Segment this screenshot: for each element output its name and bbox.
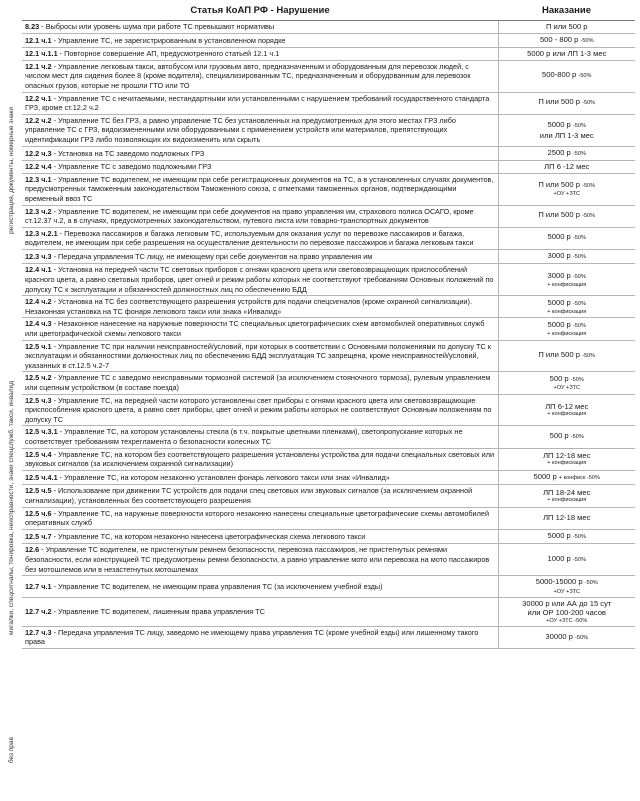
- penalty-cell: [498, 205, 635, 227]
- penalty-main: П или 500 р: [545, 22, 588, 31]
- penalty-discount-note: -50%: [580, 37, 594, 44]
- article-number: 12.5 ч.4.1: [25, 472, 58, 482]
- penalty-main: 2500 р: [547, 147, 571, 157]
- penalty-main: ЛП 6-12 мес: [545, 401, 589, 411]
- penalty-main: П или 500 р: [538, 97, 580, 107]
- violation-text: - Управление легковым такси, автобусом или грузовым авто, предназначенным и оборудованным для перевозок людей, с числом мест для сидения более 8 (кроме водителя), специализированным ТС, предназначенным и оборудованным для перевозок опасных грузов, которые не прошли ГТО или ТО: [25, 61, 471, 90]
- table-row: [22, 544, 635, 576]
- table-row: [22, 92, 635, 114]
- violation-text: - Управление ТС водителем, лишенным права управления ТС: [51, 606, 265, 616]
- violation-text: - Управление ТС, на котором установлены стекла (в т.ч. покрытые цветными пленками), светопропускание которых не соответствует требованиям техрегламента о безопасности колесных ТС: [25, 427, 463, 446]
- penalty-cell: [498, 485, 635, 507]
- penalty-extra-measure: +ОУ +ЗТС: [553, 385, 581, 392]
- violation-text: - Управление ТС при наличии неисправностей/условий, при которых в соответствии с Основными положениями по допуску ТС к эксплуатации и обязанностями должностных лиц по обеспечению БДД эксплуатация ТС запрещена, кроме неисправностей/условий, указанных в ст.12.5 ч.2-7: [25, 341, 492, 370]
- violation-text: - Управление ТС с заведомо неисправными тормозной системой (за исключением стояночного тормоза), рулевым управлением или сцепным устройством (в составе поезда): [25, 373, 491, 392]
- penalty-main: 500 р: [549, 373, 569, 383]
- penalty-discount-note: -50%: [572, 273, 586, 280]
- table-header-row: [22, 2, 635, 21]
- violation-text: - Управление ТС, на передней части которого установлены свет приборы с огнями красного цвета или световозвращающие приспособления красного цвета, а равно свет приборы, цвет огней и режим работы которых не соответствуют Основным положениям по допуску ТС: [25, 395, 492, 424]
- penalty-extra-measure: + конфискация: [547, 309, 587, 316]
- table-row: [22, 626, 635, 648]
- article-number: 12.4 ч.1: [25, 265, 52, 275]
- penalty-main: 5000 р: [547, 530, 571, 540]
- table-row: [22, 448, 635, 470]
- table-row: [22, 173, 635, 205]
- table-row: [22, 529, 635, 544]
- penalty-main: ЛП 12-18 мес: [543, 450, 591, 460]
- violation-text: - Управление ТС, на котором без соответствующего разрешения установлены устройства для подачи специальных световых или звуковых сигналов (за исключением охранной сигнализации): [25, 449, 495, 469]
- violation-text: - Установка на ТС заведомо подложных ГРЗ: [51, 148, 205, 158]
- violation-cell: [22, 249, 498, 264]
- violation-text: - Управление ТС с нечитаемыми, нестандартными или установленными с нарушением требований государственного стандарта ГРЗ, кроме ст.12.2 ч.2: [25, 93, 490, 113]
- penalty-discount-note: -50%: [572, 235, 586, 242]
- article-number: 12.5 ч.5: [25, 486, 52, 496]
- penalty-main: 3000 р: [547, 270, 571, 280]
- table-row: [22, 264, 635, 296]
- article-number: 12.6: [25, 545, 40, 555]
- table-row: [22, 485, 635, 507]
- penalty-main: 5000 р: [547, 319, 571, 329]
- article-number: 12.7 ч.3: [25, 627, 52, 637]
- violation-cell: [22, 114, 498, 146]
- penalty-cell: [498, 394, 635, 426]
- penalty-extra-measure: +ОУ +ЗТС: [553, 191, 581, 198]
- violation-text: - Управление ТС без ГРЗ, а равно управление ТС без установленных на предусмотренных для этого местах ГРЗ либо управление ТС с ГРЗ, видоизмененными или оборудованными с применением устройств или материалов, препятствующих идентификации ГРЗ либо позволяющих их видоизменить или скрыть: [25, 115, 456, 144]
- table-row: [22, 394, 635, 426]
- violation-cell: [22, 340, 498, 372]
- penalty-main: ЛП 18-24 мес: [543, 487, 591, 497]
- penalty-discount-note: -50%: [584, 580, 598, 587]
- article-number: 12.5 ч.3: [25, 395, 52, 405]
- penalty-main: 5000 р: [547, 119, 571, 129]
- article-number: 12.4 ч.3: [25, 319, 52, 329]
- penalty-cell: [498, 597, 635, 626]
- penalty-discount-note: -50%: [572, 322, 586, 329]
- penalty-cell: [498, 92, 635, 114]
- penalty-alternative: или ЛП 1-3 мес: [539, 131, 594, 141]
- penalty-cell: [498, 296, 635, 318]
- penalty-cell: [498, 626, 635, 648]
- header-penalty: Наказание: [498, 2, 635, 21]
- violation-cell: [22, 161, 498, 174]
- penalty-main: 5000 р: [533, 471, 557, 481]
- penalty-cell: [498, 33, 635, 48]
- article-number: 12.2 ч.1: [25, 93, 52, 103]
- table-row: [22, 114, 635, 146]
- violation-cell: [22, 626, 498, 648]
- violation-cell: [22, 529, 498, 544]
- violation-cell: [22, 576, 498, 598]
- penalty-extra-measure: + конфискация: [547, 282, 587, 289]
- violation-text: - Передача управления ТС лицу, не имеющему при себе документов на право управления им: [51, 251, 373, 261]
- article-number: 12.2 ч.4: [25, 162, 52, 172]
- violation-text: - Установка на ТС без соответствующего разрешения устройств для подачи спецсигналов (кроме охранной сигнализации). Незаконная установка на ТС фонаря легкового такси или знака «Инвалид»: [25, 297, 472, 316]
- penalty-discount-note: -50%: [582, 213, 596, 220]
- table-row: [22, 576, 635, 598]
- violation-cell: [22, 507, 498, 529]
- table-row: [22, 33, 635, 48]
- violation-cell: [22, 21, 498, 34]
- violation-cell: [22, 296, 498, 318]
- table-row: [22, 21, 635, 34]
- penalty-main: 500-800 р: [542, 70, 577, 80]
- table-row: [22, 249, 635, 264]
- penalty-main: 5000-15000 р: [535, 577, 583, 587]
- side-label-no-license: без прав: [7, 736, 15, 764]
- violation-cell: [22, 146, 498, 161]
- article-number: 12.4 ч.2: [25, 297, 52, 307]
- penalty-discount-note: -50%: [575, 634, 589, 641]
- penalty-cell: [498, 507, 635, 529]
- penalty-main: 5000 р: [547, 297, 571, 307]
- article-number: 12.5 ч.1: [25, 341, 52, 351]
- penalty-cell: [498, 114, 635, 146]
- table-row: [22, 48, 635, 61]
- violation-text: - Управление ТС с заведомо подложными ГРЗ: [51, 162, 212, 172]
- penalty-cell: [498, 249, 635, 264]
- violation-text: - Перевозка пассажиров и багажа легковым ТС, используемым для оказания услуг по перевозке пассажиров и багажа, водителем, не имеющим при себе разрешения на осуществление деятельности по перевозке пассажиров и багажа легковым такси: [25, 228, 474, 248]
- violation-cell: [22, 597, 498, 626]
- penalty-cell: [498, 48, 635, 61]
- side-label-registration: регистрация, документы, номерные знаки: [7, 106, 15, 234]
- penalty-cell: [498, 146, 635, 161]
- table-row: [22, 340, 635, 372]
- penalty-discount-note: -50%: [578, 73, 592, 80]
- penalty-extra-measure: + конфискация: [547, 460, 587, 467]
- penalty-cell: [498, 372, 635, 394]
- violation-cell: [22, 173, 498, 205]
- penalty-main: 5000 р: [547, 232, 571, 242]
- article-number: 12.3 ч.1: [25, 174, 52, 184]
- penalty-main: П или 500 р: [538, 179, 580, 189]
- table-row: [22, 318, 635, 340]
- table-row: [22, 60, 635, 92]
- article-number: 12.2 ч.2: [25, 115, 52, 125]
- article-number: 12.3 ч.3: [25, 251, 52, 261]
- article-number: 12.5 ч.6: [25, 508, 52, 518]
- violation-cell: [22, 227, 498, 249]
- penalty-cell: [498, 60, 635, 92]
- penalty-main: 5000 р или ЛП 1-3 мес: [527, 49, 607, 59]
- penalty-alternative: или ОР 100-200 часов: [527, 608, 606, 618]
- article-number: 12.1 ч.1.1: [25, 49, 58, 59]
- penalty-extra-measure: + конфискация: [547, 497, 587, 504]
- violation-cell: [22, 205, 498, 227]
- violation-text: - Управление ТС, не зарегистрированным в установленном порядке: [51, 35, 286, 45]
- penalty-discount-note: -50%: [572, 150, 586, 157]
- violations-table: [22, 2, 635, 649]
- article-number: 12.5 ч.2: [25, 373, 52, 383]
- penalty-discount-note: -50%: [582, 182, 596, 189]
- violation-text: - Управление ТС водителем, не имеющим при себе регистрационных документов на ТС, а в установленных случаях документов, предусмотренных таможенным законодательством Таможенного союза, с отметками таможенных органов, подтверждающими временный ввоз ТС: [25, 174, 494, 203]
- violation-cell: [22, 426, 498, 448]
- penalty-cell: [498, 448, 635, 470]
- article-number: 12.7 ч.2: [25, 606, 52, 616]
- violation-text: - Управление ТС водителем, не имеющим при себе документов на право управления им, страхового полиса ОСАГО, кроме ст.12.37 ч.2, а в случаях, предусмотренных законодательством, путевого листа или товарно-транспортных документов: [25, 206, 474, 226]
- penalty-cell: [498, 161, 635, 174]
- penalty-discount-note: -50%: [570, 434, 584, 441]
- penalty-discount-note: -50%: [572, 300, 586, 307]
- table-row: [22, 296, 635, 318]
- article-number: 12.1 ч.2: [25, 61, 52, 71]
- penalty-discount-note: -50%: [582, 100, 596, 107]
- penalty-cell: [498, 426, 635, 448]
- violation-cell: [22, 92, 498, 114]
- table-row: [22, 372, 635, 394]
- violation-text: - Управление ТС, на котором незаконно установлен фонарь легкового такси или знак «Инвалид»: [57, 472, 390, 482]
- article-number: 12.5 ч.4: [25, 449, 52, 459]
- article-number: 12.5 ч.7: [25, 531, 52, 541]
- penalty-discount-note: -50%: [572, 533, 586, 540]
- violation-cell: [22, 470, 498, 485]
- article-number: 8.23: [25, 22, 40, 31]
- side-label-signals: мигалки, спецсигналы, тонировка, неисправности, знаки спецслужб, такси, инвалид: [7, 381, 15, 635]
- violation-text: - Повторное совершение АП, предусмотренного статьей 12.1 ч.1: [57, 49, 280, 59]
- penalty-main: 3000 р: [547, 250, 571, 260]
- penalty-cell: [498, 340, 635, 372]
- violation-cell: [22, 33, 498, 48]
- penalty-discount-note: -50%: [570, 376, 584, 383]
- violation-cell: [22, 544, 498, 576]
- penalty-cell: [498, 227, 635, 249]
- violation-text: - Использование при движении ТС устройств для подачи спец световых или звуковых сигналов (за исключением охранной сигнализации), установленных без соответствующего разрешения: [25, 486, 473, 505]
- penalty-main: ЛП 12-18 мес: [543, 513, 591, 523]
- penalty-extra-measure: + конфискация: [547, 411, 587, 418]
- penalty-discount-note: -50%: [572, 556, 586, 563]
- penalty-cell: [498, 264, 635, 296]
- penalty-discount-note: -50%: [582, 353, 596, 360]
- penalty-main: 500 р: [549, 431, 569, 441]
- violation-cell: [22, 318, 498, 340]
- penalty-cell: [498, 470, 635, 485]
- penalty-discount-note: -50%: [572, 122, 586, 129]
- penalty-main: 30000 р или АА до 15 сут: [522, 598, 612, 608]
- violation-cell: [22, 60, 498, 92]
- table-row: [22, 426, 635, 448]
- article-number: 12.7 ч.1: [25, 581, 52, 591]
- violation-cell: [22, 264, 498, 296]
- table-row: [22, 205, 635, 227]
- article-number: 12.5 ч.3.1: [25, 427, 58, 437]
- table-row: [22, 597, 635, 626]
- violation-cell: [22, 372, 498, 394]
- penalty-extra-measure: +ОУ +ЗТС: [553, 588, 581, 595]
- article-number: 12.3 ч.2.1: [25, 228, 58, 238]
- table-row: [22, 507, 635, 529]
- header-violation: Статья КоАП РФ - Нарушение: [22, 2, 498, 21]
- penalty-cell: [498, 21, 635, 34]
- violation-text: - Управление ТС, на наружные поверхности которого незаконно нанесены специальные цветографические схемы автомобилей оперативных служб: [25, 508, 490, 528]
- penalty-discount-note: -50%: [572, 253, 586, 260]
- penalty-main: П или 500 р: [538, 350, 580, 360]
- penalty-main: ЛП 6 -12 мес: [544, 162, 590, 172]
- violation-text: - Управление ТС, на котором незаконно нанесена цветографическая схема легкового такси: [51, 531, 366, 541]
- table-row: [22, 227, 635, 249]
- penalty-cell: [498, 576, 635, 598]
- violation-text: - Управление ТС водителем, не пристегнутым ремнем безопасности, перевозка пассажиров, не пристегнутых ремнями безопасности, если конструкцией ТС предусмотрены ремни безопасности, а равно управление мото или перевозка на мото пассажиров без мотошлемов или в незастегнутых мотошлемах: [25, 545, 490, 574]
- article-number: 12.1 ч.1: [25, 35, 52, 45]
- penalty-cell: [498, 318, 635, 340]
- violation-text: - Передача управления ТС лицу, заведомо не имеющему права управления ТС (кроме учебной езды) или лишенному такого права: [25, 627, 479, 647]
- penalty-main: 30000 р: [545, 631, 573, 641]
- violation-text: - Установка на передней части ТС световых приборов с огнями красного цвета или световозвращающих приспособлений красного цвета, а равно световых приборов, цвет огней и режим работы которых не соответствуют требованиям Основных положений по допуску ТС к эксплуатации и обязанностей должностных лиц по обеспечению БДД: [25, 265, 494, 294]
- penalty-main: П или 500 р: [538, 210, 580, 220]
- penalty-cell: [498, 529, 635, 544]
- penalty-discount-note: + конфиск -50%: [558, 474, 600, 481]
- violation-text: - Незаконное нанесение на наружные поверхности ТС специальных цветографических схем автомобилей оперативных служб или цветографической схемы легкового такси: [25, 319, 485, 339]
- penalty-main: 500 - 800 р: [539, 34, 579, 44]
- penalty-main: 1000 р: [547, 553, 571, 563]
- article-number: 12.2 ч.3: [25, 148, 52, 158]
- table-row: [22, 161, 635, 174]
- violation-text: - Управление ТС водителем, не имеющим права управления ТС (за исключением учебной езды): [51, 581, 383, 591]
- penalty-extra-measure: + конфискация: [547, 331, 587, 338]
- table-row: [22, 470, 635, 485]
- violation-text: - Выбросы или уровень шума при работе ТС превышают нормативы: [39, 22, 275, 31]
- violation-cell: [22, 448, 498, 470]
- penalty-cell: [498, 544, 635, 576]
- penalty-cell: [498, 173, 635, 205]
- violation-cell: [22, 485, 498, 507]
- violation-cell: [22, 394, 498, 426]
- table-row: [22, 146, 635, 161]
- violation-cell: [22, 48, 498, 61]
- article-number: 12.3 ч.2: [25, 206, 52, 216]
- penalty-extra-measure: +ОУ +ЗТС -50%: [546, 617, 588, 624]
